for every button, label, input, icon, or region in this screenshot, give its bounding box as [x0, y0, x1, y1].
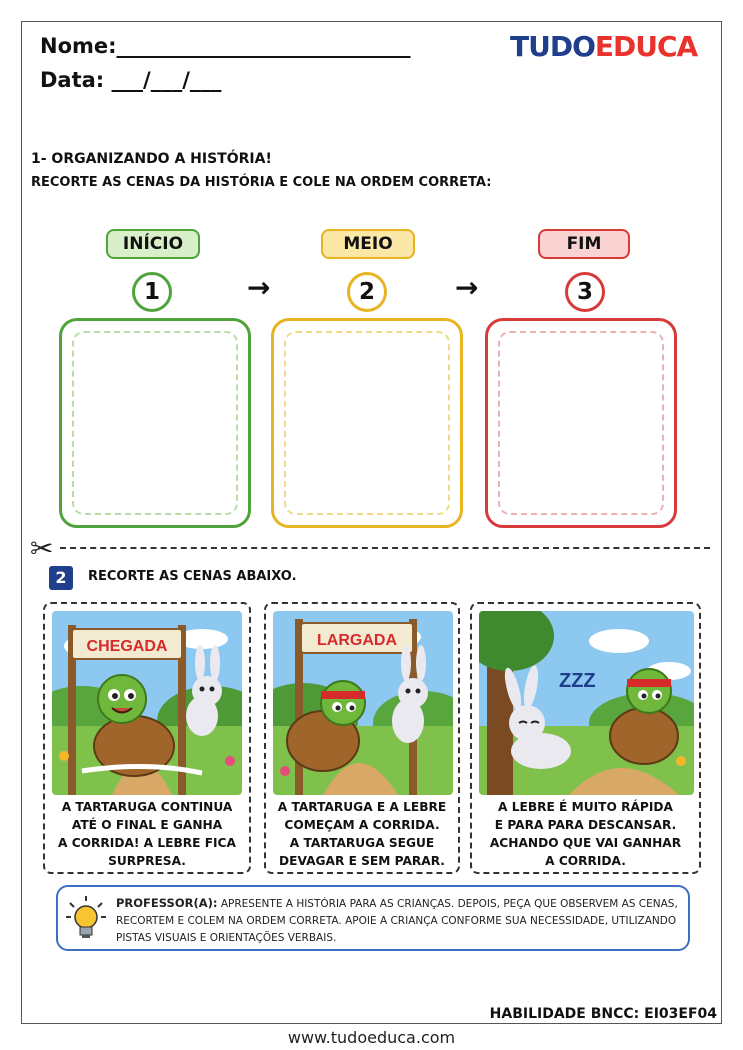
- scene-caption-chegada: A TARTARUGA CONTINUA ATÉ O FINAL E GANHA A CORRIDA! A LEBRE FICA SURPRESA.: [58, 800, 236, 868]
- teacher-note-box: [56, 885, 690, 951]
- stage-label-fim: FIM: [538, 229, 630, 259]
- bncc-skill-code: HABILIDADE BNCC: EI03EF04: [489, 1006, 717, 1022]
- paste-box-dashed: [498, 331, 664, 515]
- arrow-right-icon: →: [455, 271, 479, 304]
- scene-caption-descanso: A LEBRE É MUITO RÁPIDA E PARA PARA DESCANSAR. ACHANDO QUE VAI GANHAR A CORRIDA.: [489, 800, 682, 868]
- scene-illustration-chegada: [52, 611, 242, 795]
- arrow-right-icon: →: [247, 271, 271, 304]
- teacher-note-text: [116, 895, 681, 947]
- scene-sleep-zzz: ZZZ: [559, 670, 596, 692]
- stage-number-3: 3: [565, 272, 605, 312]
- scene-card-chegada[interactable]: [43, 602, 251, 874]
- paste-box-meio[interactable]: [271, 318, 463, 528]
- paste-box-dashed: [284, 331, 450, 515]
- stage-number-1: 1: [132, 272, 172, 312]
- paste-box-inicio[interactable]: [59, 318, 251, 528]
- name-field[interactable]: Nome:____________________________: [40, 34, 411, 58]
- scene-caption-largada: A TARTARUGA E A LEBRE COMEÇAM A CORRIDA. A TARTARUGA SEGUE DEVAGAR E SEM PARAR.: [277, 800, 447, 868]
- footer-url[interactable]: www.tudoeduca.com: [287, 1028, 456, 1047]
- tudoeduca-logo: [510, 30, 697, 74]
- teacher-note-body: APRESENTE A HISTÓRIA PARA AS CRIANÇAS. DEPOIS, PEÇA QUE OBSERVEM AS CENAS, RECORTEM E COLEM NA ORDEM CORRETA. APOIE A CRIANÇA CONFORME SUA NECESSIDADE, UTILIZANDO PISTAS VISUAIS E ORIENTAÇÕES VERBAIS.: [116, 898, 678, 944]
- logo-part-educa: EDUCA: [594, 30, 698, 63]
- paste-box-fim[interactable]: [485, 318, 677, 528]
- scissors-icon: ✂: [30, 532, 54, 565]
- exercise1-title: 1- ORGANIZANDO A HISTÓRIA!: [31, 151, 272, 167]
- scene-illustration-descanso: [479, 611, 694, 795]
- stage-number-2: 2: [347, 272, 387, 312]
- exercise1-instruction: RECORTE AS CENAS DA HISTÓRIA E COLE NA ORDEM CORRETA:: [31, 175, 492, 190]
- teacher-note-label: PROFESSOR(A):: [116, 896, 218, 910]
- exercise2-number-badge: 2: [49, 566, 73, 590]
- scene-card-descanso[interactable]: [470, 602, 701, 874]
- scene-illustration-largada: [273, 611, 453, 795]
- cut-line: [60, 547, 710, 549]
- paste-box-dashed: [72, 331, 238, 515]
- scene-banner-chegada: CHEGADA: [86, 638, 168, 655]
- date-field[interactable]: Data: ___/___/___: [40, 68, 222, 92]
- scene-banner-largada: LARGADA: [317, 632, 397, 649]
- stage-label-meio: MEIO: [321, 229, 415, 259]
- stage-label-inicio: INÍCIO: [106, 229, 200, 259]
- lightbulb-icon: [66, 895, 106, 941]
- scene-card-largada[interactable]: [264, 602, 460, 874]
- exercise2-title: RECORTE AS CENAS ABAIXO.: [88, 569, 297, 584]
- logo-part-tudo: TUDO: [510, 30, 595, 63]
